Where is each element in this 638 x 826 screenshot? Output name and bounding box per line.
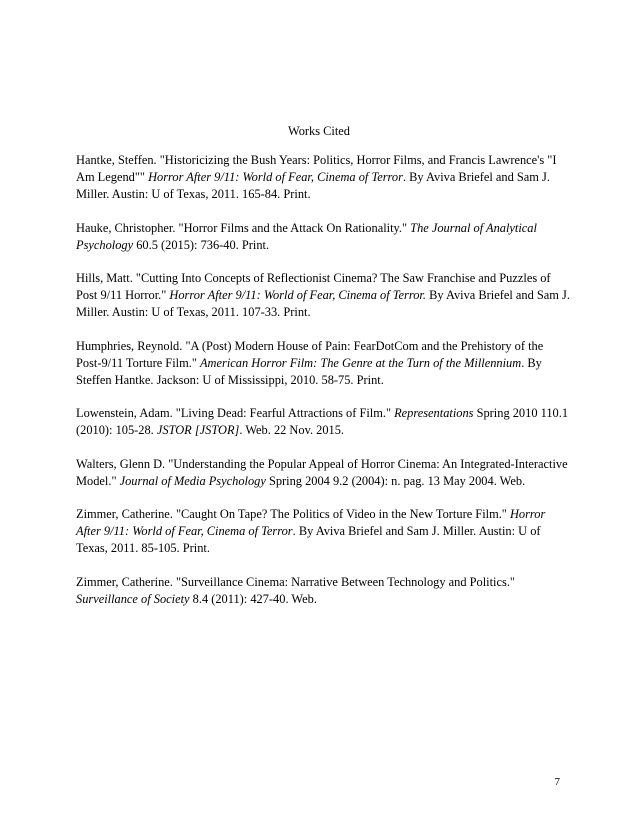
citation-entry	[76, 456, 571, 490]
citation-source-title: Journal of Media Psychology	[119, 473, 266, 488]
citation-source-title: The Journal of Analytical Psychology	[76, 220, 537, 252]
citation-text: Lowenstein, Adam. "Living Dead: Fearful Attractions of Film."	[76, 406, 395, 421]
citation-text: Zimmer, Catherine. "Caught On Tape? The Politics of Video in the New Torture Film."	[76, 507, 510, 522]
citation-source-title: Horror After 9/11: World of Fear, Cinema of Terror	[148, 170, 403, 185]
citation-source-title: Horror After 9/11: World of Fear, Cinema of Terror	[76, 507, 546, 539]
citation-text: . By Steffen Hantke. Jackson: U of Mississippi, 2010. 58-75. Print.	[76, 355, 542, 388]
citation-text: Hauke, Christopher. "Horror Films and the Attack On Rationality."	[76, 220, 411, 235]
works-cited-title: Works Cited	[288, 124, 350, 138]
citation-source-title: Representations	[394, 406, 474, 421]
citation-text: Zimmer, Catherine. "Surveillance Cinema: Narrative Between Technology and Politics."	[76, 574, 515, 589]
citation-text: Humphries, Reynold. "A (Post) Modern House of Pain: FearDotCom and the Prehistory of the Post-9/11 Torture Film."	[76, 338, 544, 370]
citation-entry	[76, 574, 571, 608]
citation-text: Walters, Glenn D. "Understanding the Popular Appeal of Horror Cinema: An Integrated-Interactive Model."	[76, 456, 568, 488]
citation-entry	[76, 152, 571, 204]
citation-text: Hantke, Steffen. "Historicizing the Bush Years: Politics, Horror Films, and Francis Lawrence's "I Am Legend""	[76, 153, 557, 185]
citation-entry	[76, 220, 571, 254]
works-cited-list	[76, 152, 571, 624]
citation-source-title: American Horror Film: The Genre at the Turn of the Millennium	[199, 355, 522, 370]
citation-text: 8.4 (2011): 427-40. Web.	[189, 591, 317, 606]
citation-text: 60.5 (2015): 736-40. Print.	[133, 237, 270, 252]
citation-text: . Web. 22 Nov. 2015.	[239, 423, 345, 438]
citation-source-title: Surveillance of Society	[76, 591, 190, 606]
citation-entry	[76, 405, 571, 439]
citation-entry	[76, 270, 571, 322]
citation-database-title: JSTOR [JSTOR]	[156, 423, 240, 438]
citation-entry	[76, 338, 571, 390]
citation-text: Spring 2010 110.1 (2010): 105-28.	[76, 406, 569, 438]
page-number: 7	[554, 776, 560, 788]
citation-text: Hills, Matt. "Cutting Into Concepts of Reflectionist Cinema? The Saw Franchise and Puzzles of Post 9/11 Horror."	[76, 271, 551, 303]
citation-text: . By Aviva Briefel and Sam J. Miller. Austin: U of Texas, 2011. 165-84. Print.	[76, 170, 550, 202]
citation-entry	[76, 506, 571, 558]
citation-text: . By Aviva Briefel and Sam J. Miller. Austin: U of Texas, 2011. 85-105. Print.	[76, 524, 541, 556]
citation-text: By Aviva Briefel and Sam J. Miller. Austin: U of Texas, 2011. 107-33. Print.	[76, 288, 570, 320]
citation-text: Spring 2004 9.2 (2004): n. pag. 13 May 2004. Web.	[265, 473, 526, 488]
citation-source-title: Horror After 9/11: World of Fear, Cinema of Terror.	[169, 288, 426, 303]
